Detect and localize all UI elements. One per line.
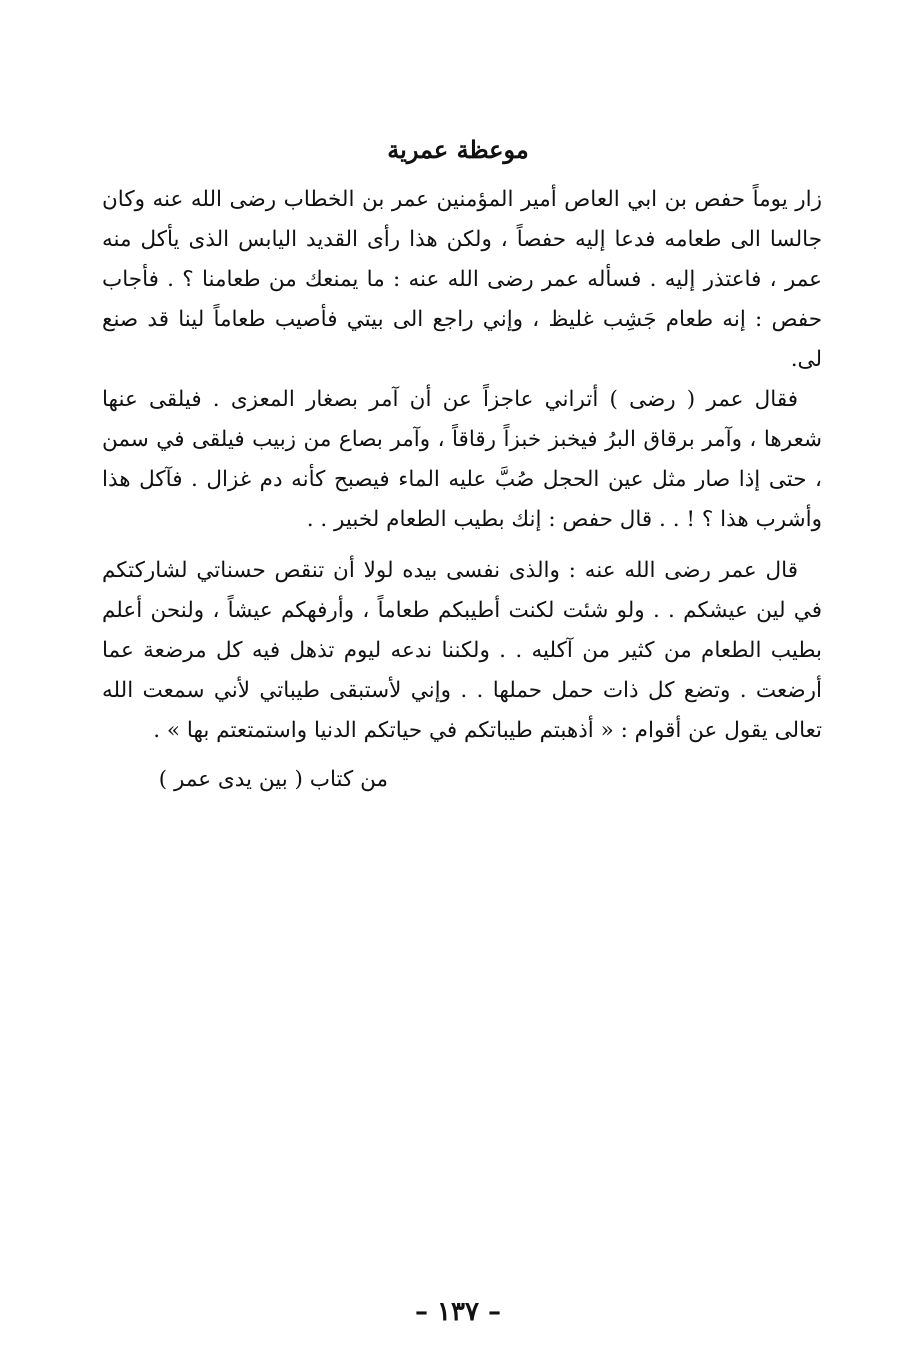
page-number: – ١٣٧ – [414, 1297, 502, 1327]
paragraph-3: قال عمر رضى الله عنه : والذى نفسى بيده لولا أن تنقص حسناتي لشاركتكم في لين عيشكم . . ولو شئت لكنت أطيبكم طعاماً ، وأرفهكم عيشاً ، ولنحن أعلم بطيب الطعام من كثير من آكليه . . ولكننا ندعه ليوم تذهل فيه كل مرضعة عما أرضعت . وتضع كل ذات حمل حملها . . وإني لأستبقى طيباتي لأني سمعت الله تعالى يقول عن أقوام : « أذهبتم طيباتكم في حياتكم الدنيا واستمتعتم بها » . [102, 558, 822, 743]
paragraph-2: فقال عمر ( رضى ) أتراني عاجزاً عن أن آمر بصغار المعزى . فيلقى عنها شعرها ، وآمر برقاق البرُ فيخبز خبزاً رقاقاً ، وآمر بصاع من زبيب فيلقى في سمن ، حتى إذا صار مثل عين الحجل صُبَّ عليه الماء فيصبح كأنه دم غزال . فآكل هذا وأشرب هذا ؟ ! . . قال حفص : إنك بطيب الطعام لخبير . . [102, 387, 822, 532]
paragraph-1: زار يوماً حفص بن ابي العاص أمير المؤمنين عمر بن الخطاب رضى الله عنه وكان جالسا الى طعامه فدعا إليه حفصاً ، ولكن هذا رأى القديد اليابس الذى يأكل منه عمر ، فاعتذر إليه . فسأله عمر رضى الله عنه : ما يمنعك من طعامنا ؟ . فأجاب حفص : إنه طعام جَشِب غليظ ، وإني راجع الى بيتي فأصيب طعاماً لينا قد صنع لى. [102, 187, 822, 372]
page-title: موعظة عمرية [387, 135, 529, 164]
article-body [102, 180, 822, 751]
source-citation: من كتاب ( بين يدى عمر ) [158, 767, 388, 792]
